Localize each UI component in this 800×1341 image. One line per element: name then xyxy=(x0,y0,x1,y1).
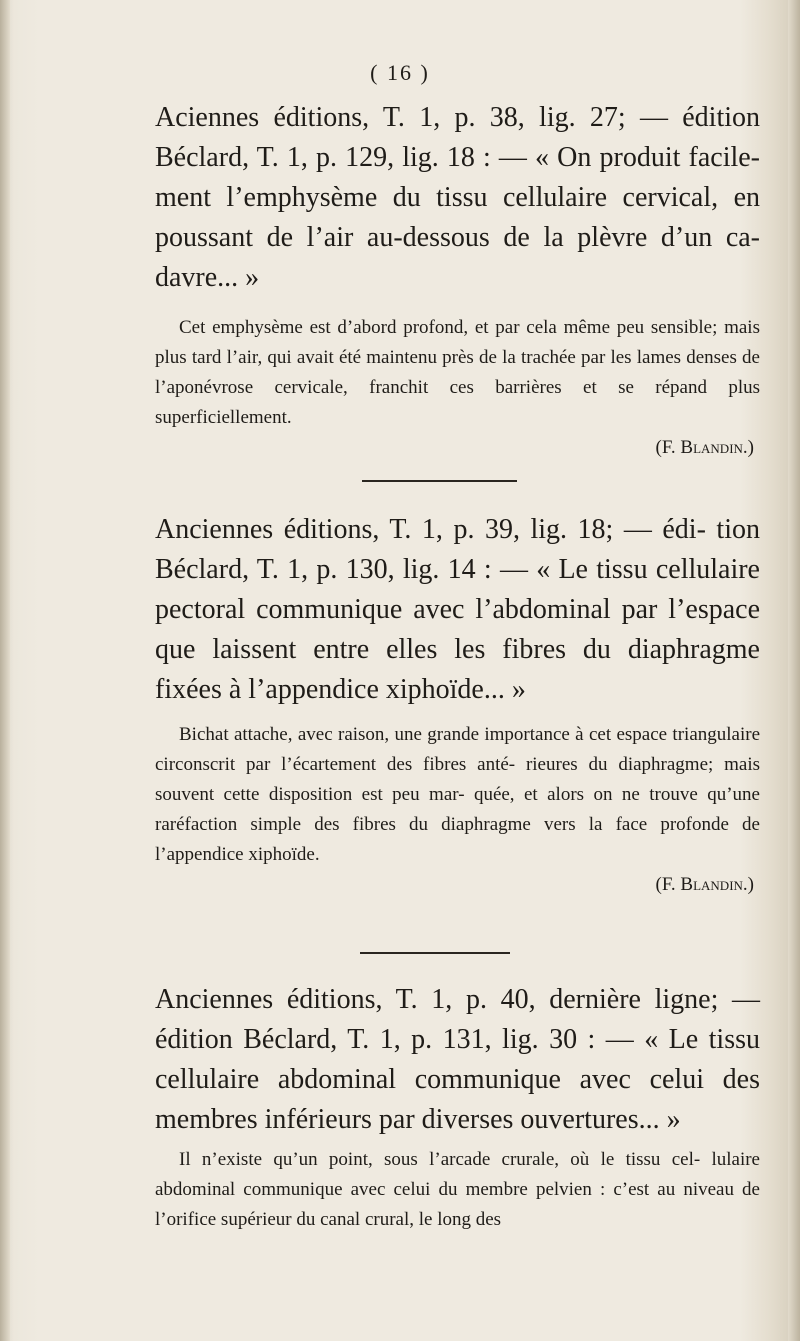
page-number: ( 16 ) xyxy=(370,60,430,85)
quote-paragraph: Anciennes éditions, T. 1, p. 40, dernière ligne; — édition Béclard, T. 1, p. 131, lig. 30 : — « Le tissu cellulaire abdominal communique avec celui des membres inférieurs par diverses ouvertures... » xyxy=(155,984,760,1135)
section-divider xyxy=(360,952,510,954)
quote-paragraph: Anciennes éditions, T. 1, p. 39, lig. 18; — édi- tion Béclard, T. 1, p. 130, lig. 14 : — « Le tissu cellulaire pectoral communique avec l’abdominal par l’espace que laissent entre elles les fibres du diaphragme fixées à l’appendice xiphoïde... » xyxy=(155,514,760,705)
quote-paragraph: Aciennes éditions, T. 1, p. 38, lig. 27; — édition Béclard, T. 1, p. 129, lig. 18 : — « On produit facile- ment l’emphysème du tissu cellulaire cervical, en poussant de l’air au-dessous de la plèvre d’un ca- davre... » xyxy=(155,102,760,293)
page-right-edge xyxy=(788,0,800,1341)
section-2 xyxy=(155,510,760,710)
section-1 xyxy=(155,98,760,298)
section-3-note xyxy=(155,1145,760,1235)
section-2-note xyxy=(155,720,760,900)
note-paragraph: Cet emphysème est d’abord profond, et par cela même peu sensible; mais plus tard l’air, qui avait été maintenu près de la trachée par les lames denses de l’aponévrose cervicale, franchit ces barrières et se répand plus superficiellement. xyxy=(155,317,760,428)
section-divider xyxy=(362,480,517,482)
page-left-edge xyxy=(0,0,10,1341)
note-paragraph: Il n’existe qu’un point, sous l’arcade crurale, où le tissu cel- lulaire abdominal communique avec celui du membre pelvien : c’est au niveau de l’orifice supérieur du canal crural, le long des xyxy=(155,1149,760,1230)
note-paragraph: Bichat attache, avec raison, une grande importance à cet espace triangulaire circonscrit par l’écartement des fibres anté- rieures du diaphragme; mais souvent cette disposition est peu mar- quée, et alors on ne trouve qu’une raréfaction simple des fibres du diaphragme vers la face profonde de l’appendice xiphoïde. xyxy=(155,724,760,865)
note-signature: (F. Blandin.) xyxy=(655,874,754,895)
note-signature: (F. Blandin.) xyxy=(655,437,754,458)
section-3 xyxy=(155,980,760,1140)
section-1-note xyxy=(155,313,760,463)
